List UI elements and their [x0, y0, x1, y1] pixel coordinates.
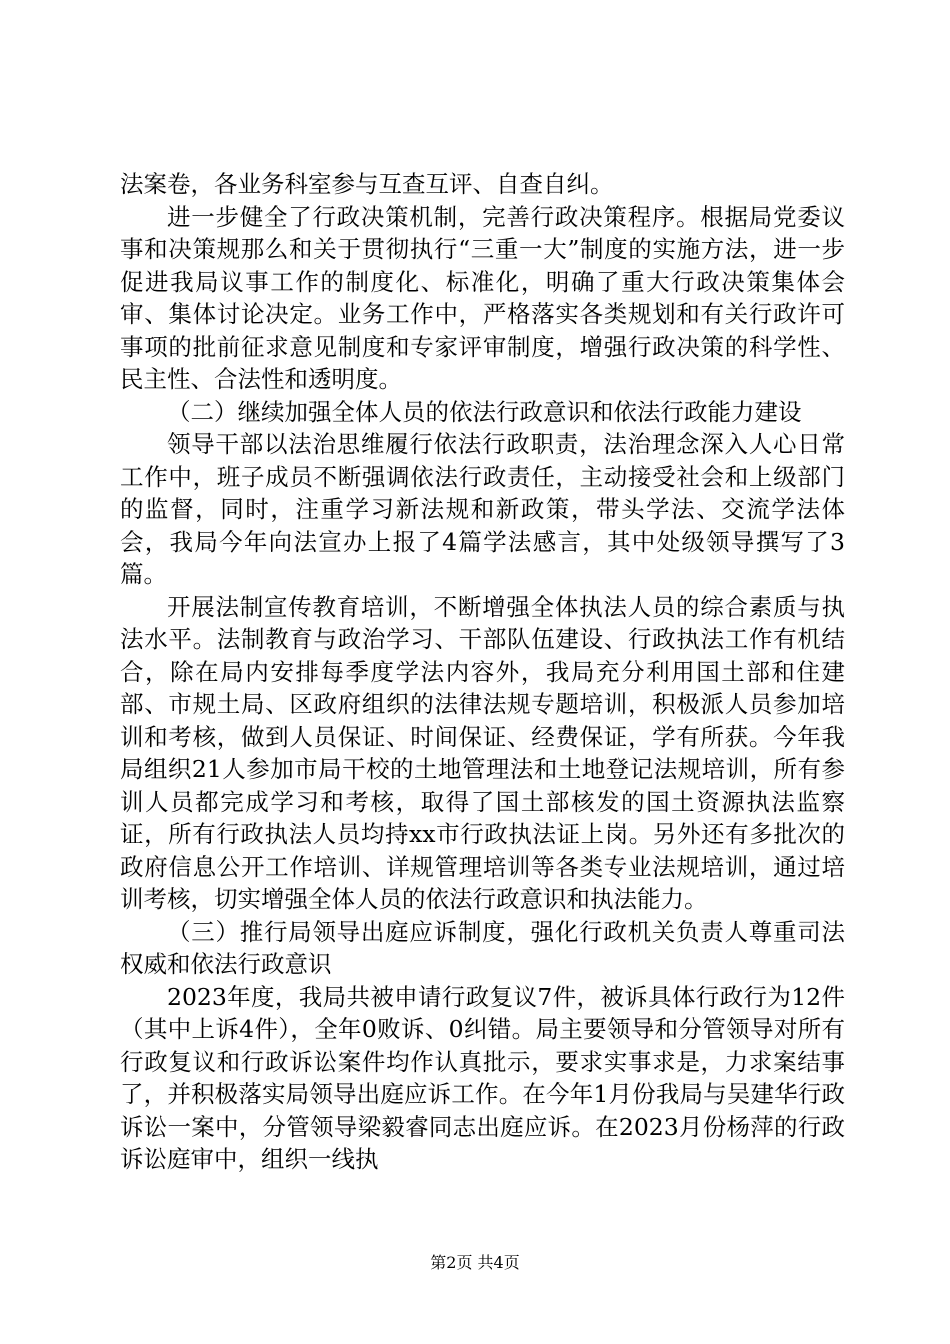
section-heading-3: （三）推行局领导出庭应诉制度，强化行政机关负责人尊重司法权威和依法行政意识: [120, 917, 845, 978]
paragraph-litigation: 2023年度，我局共被申请行政复议7件，被诉具体行政行为12件（其中上诉4件），全年0败诉、0纠错。局主要领导和分管领导对所有行政复议和行政诉讼案件均作认真批示，要求实事求是，力求案结事了，并积极落实局领导出庭应诉工作。在今年1月份我局与吴建华行政诉讼一案中，分管领导梁毅睿同志出庭应诉。在2023月份杨萍的行政诉讼庭审中，组织一线执: [120, 982, 845, 1173]
paragraph-leadership: 领导干部以法治思维履行依法行政职责，法治理念深入人心日常工作中，班子成员不断强调依法行政责任，主动接受社会和上级部门的监督，同时，注重学习新法规和新政策，带头学法、交流学法体会，我局今年向法宣办上报了4篇学法感言，其中处级领导撰写了3篇。: [120, 430, 845, 588]
paragraph-training: 开展法制宣传教育培训，不断增强全体执法人员的综合素质与执法水平。法制教育与政治学习、干部队伍建设、行政执法工作有机结合，除在局内安排每季度学法内容外，我局充分利用国土部和住建部、市规土局、区政府组织的法律法规专题培训，积极派人员参加培训和考核，做到人员保证、时间保证、经费保证，学有所获。今年我局组织21人参加市局干校的土地管理法和土地登记法规培训，所有参训人员都完成学习和考核，取得了国土部核发的国土资源执法监察证，所有行政执法人员均持xx市行政执法证上岗。另外还有多批次的政府信息公开工作培训、详规管理培训等各类专业法规培训，通过培训考核，切实增强全体人员的依法行政意识和执法能力。: [120, 592, 845, 913]
paragraph-continuation: 法案卷，各业务科室参与互查互评、自查自纠。: [120, 170, 614, 198]
page-number-footer: 第2页 共4页: [430, 1253, 520, 1272]
section-heading-2: （二）继续加强全体人员的依法行政意识和依法行政能力建设: [167, 397, 802, 426]
paragraph-decision-mechanism: 进一步健全了行政决策机制，完善行政决策程序。根据局党委议事和决策规那么和关于贯彻执行“三重一大”制度的实施方法，进一步促进我局议事工作的制度化、标准化，明确了重大行政决策集体会审、集体讨论决定。业务工作中，严格落实各类规划和有关行政许可事项的批前征求意见制度和专家评审制度，增强行政决策的科学性、民主性、合法性和透明度。: [120, 202, 845, 393]
document-body: [120, 168, 845, 1176]
